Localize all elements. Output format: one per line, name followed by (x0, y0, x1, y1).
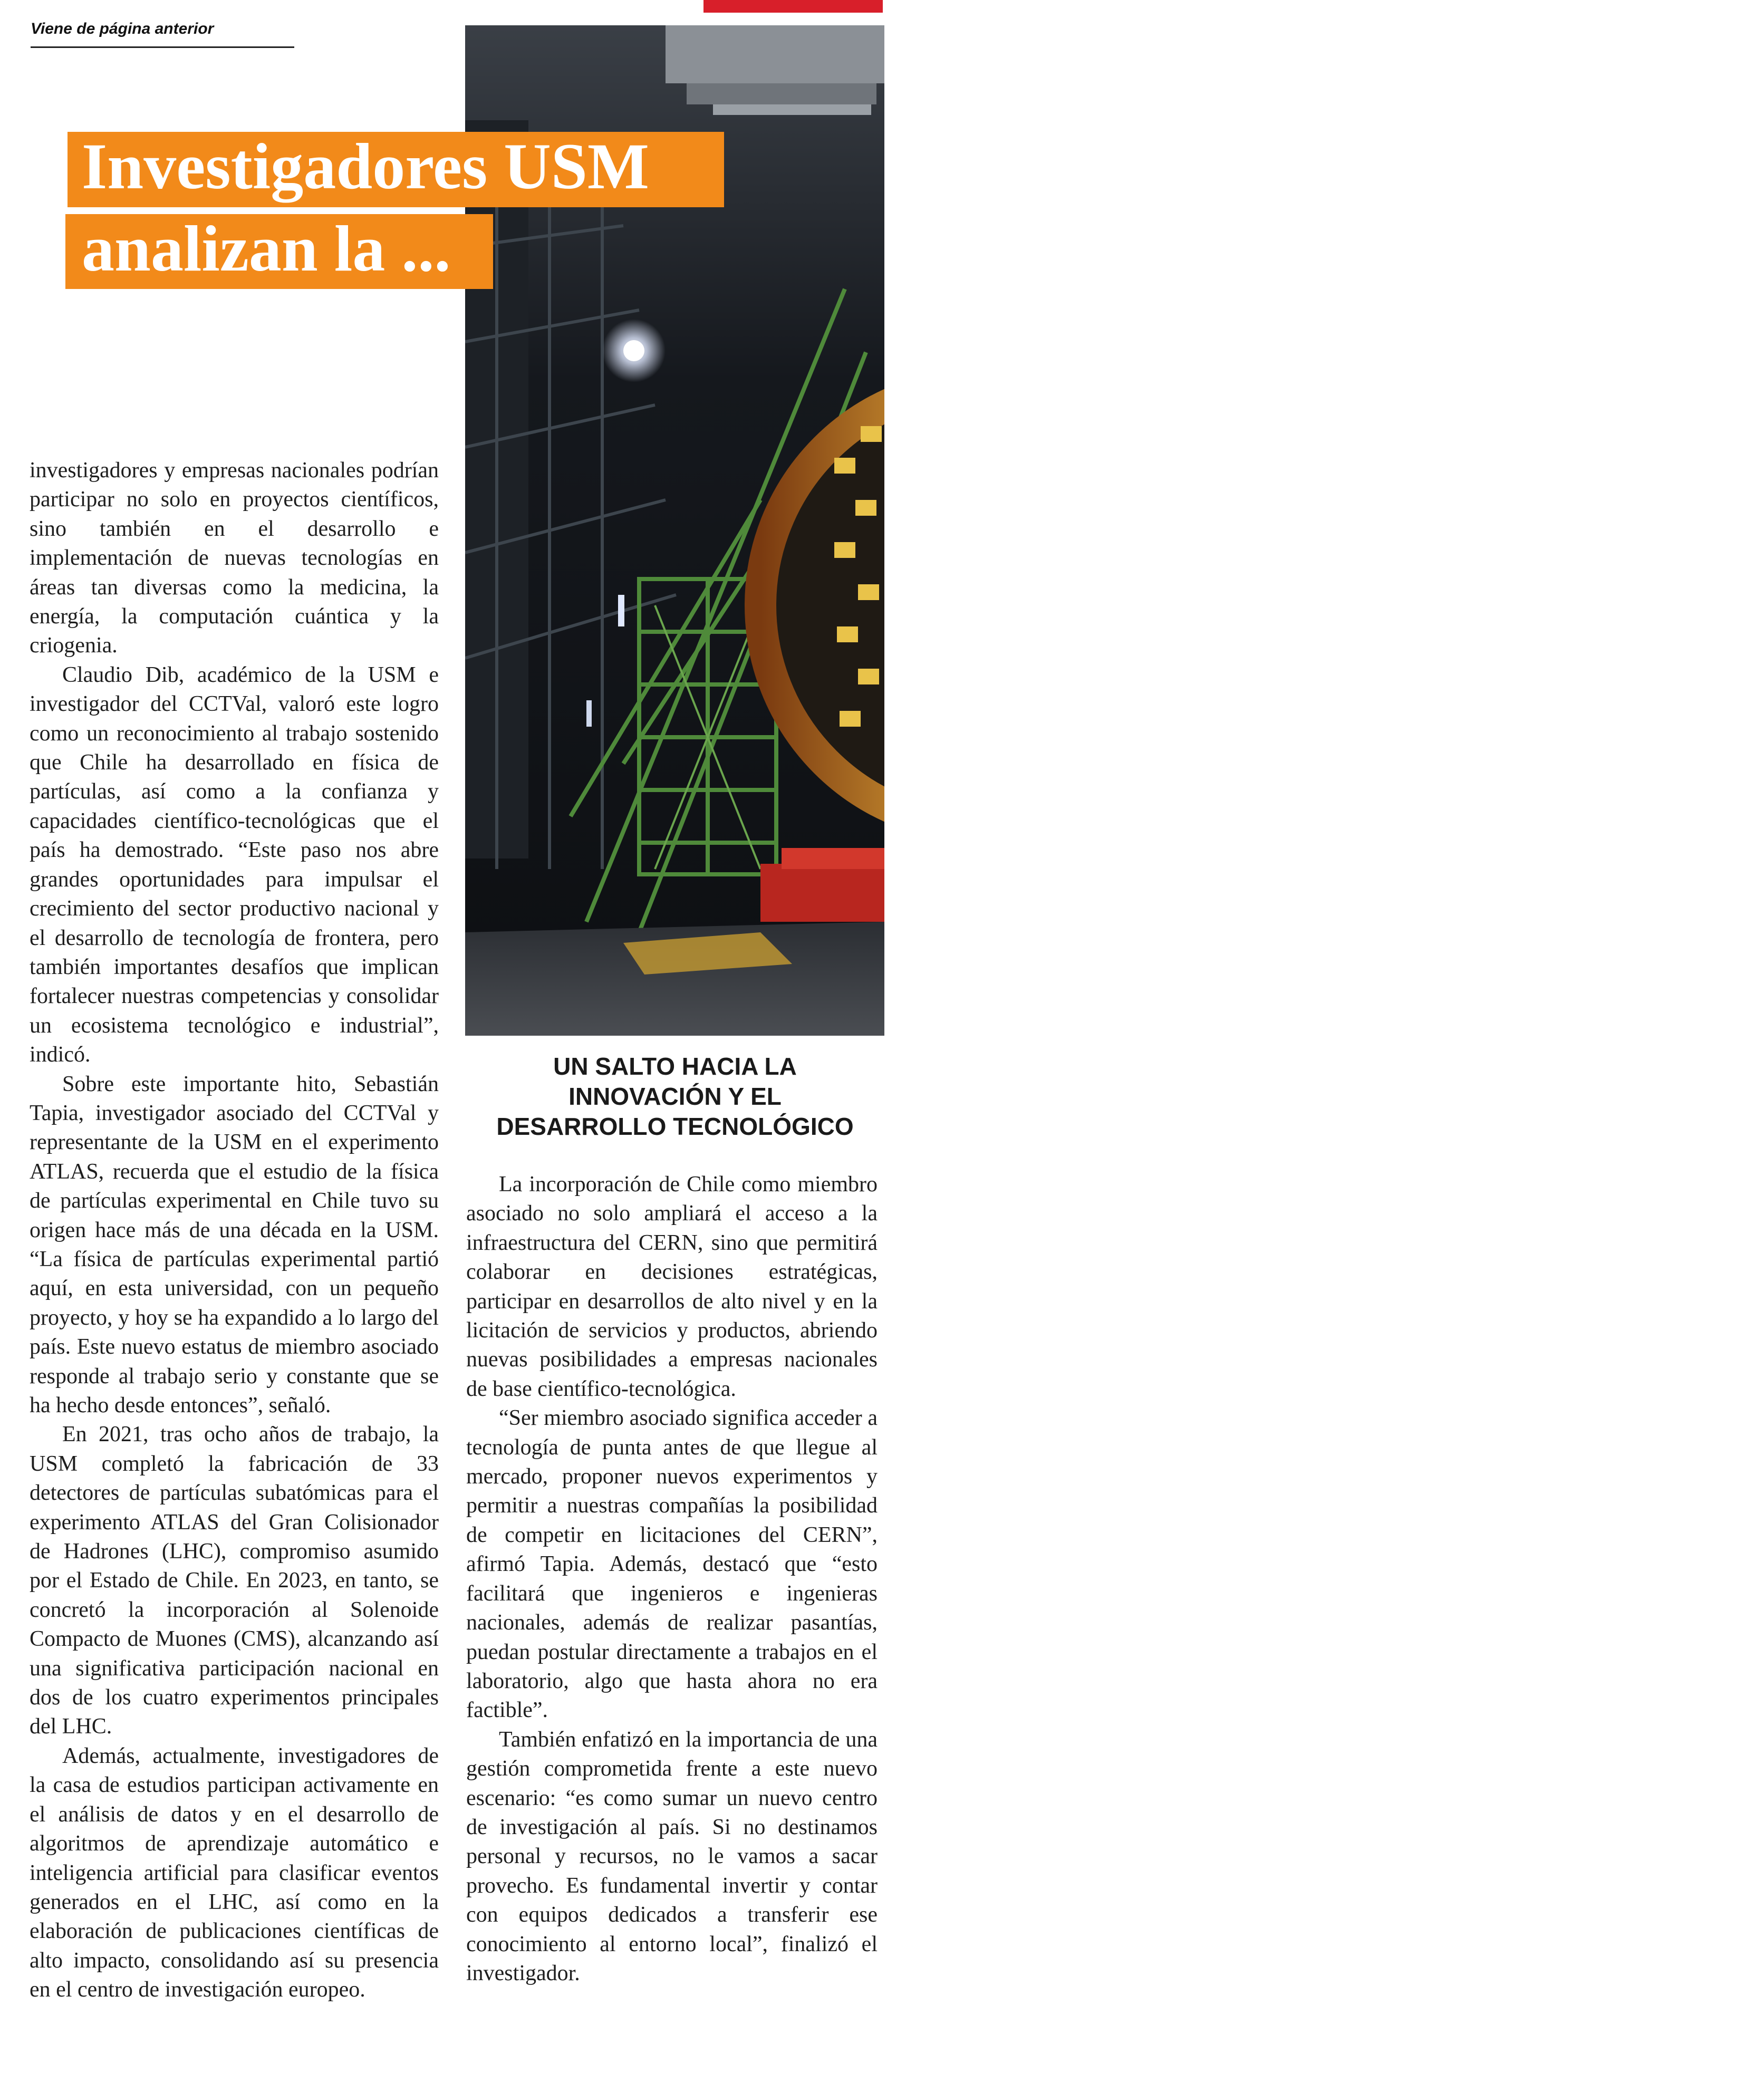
left-column (30, 456, 439, 2005)
continued-label: Viene de página anterior (31, 20, 214, 37)
subheading-line1: UN SALTO HACIA LA (553, 1053, 797, 1080)
headline-line1: Investigadores USM (82, 130, 649, 202)
right-paragraph: “Ser miembro asociado significa acceder a tecnología de punta antes de que llegue al mercado, proponer nuevos experimentos y permitir a nuestras compañías la posibilidad de competir en licitaciones del CERN”, afirmó Tapia. Además, destacó que “esto facilitará que ingenieros e ingenieras nacionales, además de realizar pasantías, puedan postular directamente a trabajos en el laboratorio, algo que hasta ahora no era factible”. (466, 1406, 878, 1723)
left-paragraph: En 2021, tras ocho años de trabajo, la USM completó la fabricación de 33 detectores de partículas subatómicas para el experimento ATLAS del Gran Colisionador de Hadrones (LHC), compromiso asumido por el Estado de Chile. En 2023, en tanto, se concretó la incorporación al Solenoide Compacto de Muones (CMS), alcanzando así una significativa participación nacional en dos de los cuatro experimentos principales del LHC. (30, 1422, 439, 1739)
subheading-line3: DESARROLLO TECNOLÓGICO (496, 1113, 854, 1140)
right-column (466, 1170, 878, 1988)
right-paragraph: También enfatizó en la importancia de una gestión comprometida frente a este nuevo escenario: “es como sumar un nuevo centro de investigación al país. Si no destinamos personal y recursos, no le vamos a sacar provecho. Es fundamental invertir y contar con equipos dedicados a transferir ese conocimiento al entorno local”, finalizó el investigador. (466, 1727, 878, 1985)
continued-rule (31, 46, 294, 48)
top-red-bar (703, 0, 883, 13)
subheading-line2: INNOVACIÓN Y EL (568, 1083, 782, 1110)
section-subheading (475, 1052, 875, 1142)
left-paragraph: investigadores y empresas nacionales podrían participar no solo en proyectos científicos, sino también en el desarrollo e implementación de nuevas tecnologías en áreas tan diversas como la medicina, la energía, la computación cuántica y la criogenia. (30, 458, 439, 658)
left-paragraph: Claudio Dib, académico de la USM e investigador del CCTVal, valoró este logro como un reconocimiento al trabajo sostenido que Chile ha desarrollado en física de partículas, así como a la confianza y capacidades científico-tecnológicas que el país ha demostrado. “Este paso nos abre grandes oportunidades para impulsar el crecimiento del sector productivo nacional y el desarrollo de tecnología de frontera, pero también importantes desafíos que implican fortalecer nuestras competencias y consolidar un ecosistema tecnológico e industrial”, indicó. (30, 662, 439, 1067)
left-paragraph: Sobre este importante hito, Sebastián Tapia, investigador asociado del CCTVal y representante de la USM en el experimento ATLAS, recuerda que el estudio de la física de partículas experimental en Chile tuvo su origen hace más de una década en la USM. “La física de partículas experimental partió aquí, en esta universidad, con un pequeño proyecto, y hoy se ha expandido a lo largo del país. Este nuevo estatus de miembro asociado responde al trabajo serio y constante que se ha hecho desde entonces”, señaló. (30, 1072, 439, 1417)
headline-line2: analizan la ... (82, 213, 451, 285)
right-paragraph: La incorporación de Chile como miembro asociado no solo ampliará el acceso a la infraestructura del CERN, sino que permitirá colaborar en decisiones estratégicas, participar en desarrollos de alto nivel y en la licitación de servicios y productos, abriendo nuevas posibilidades a empresas nacionales de base científico-tecnológica. (466, 1172, 878, 1401)
left-paragraph: Además, actualmente, investigadores de la casa de estudios participan activamente en el análisis de datos y en el desarrollo de algoritmos de aprendizaje automático e inteligencia artificial para clasificar eventos generados en el LHC, así como en la elaboración de publicaciones científicas de alto impacto, consolidando así su presencia en el centro de investigación europeo. (30, 1743, 439, 2002)
